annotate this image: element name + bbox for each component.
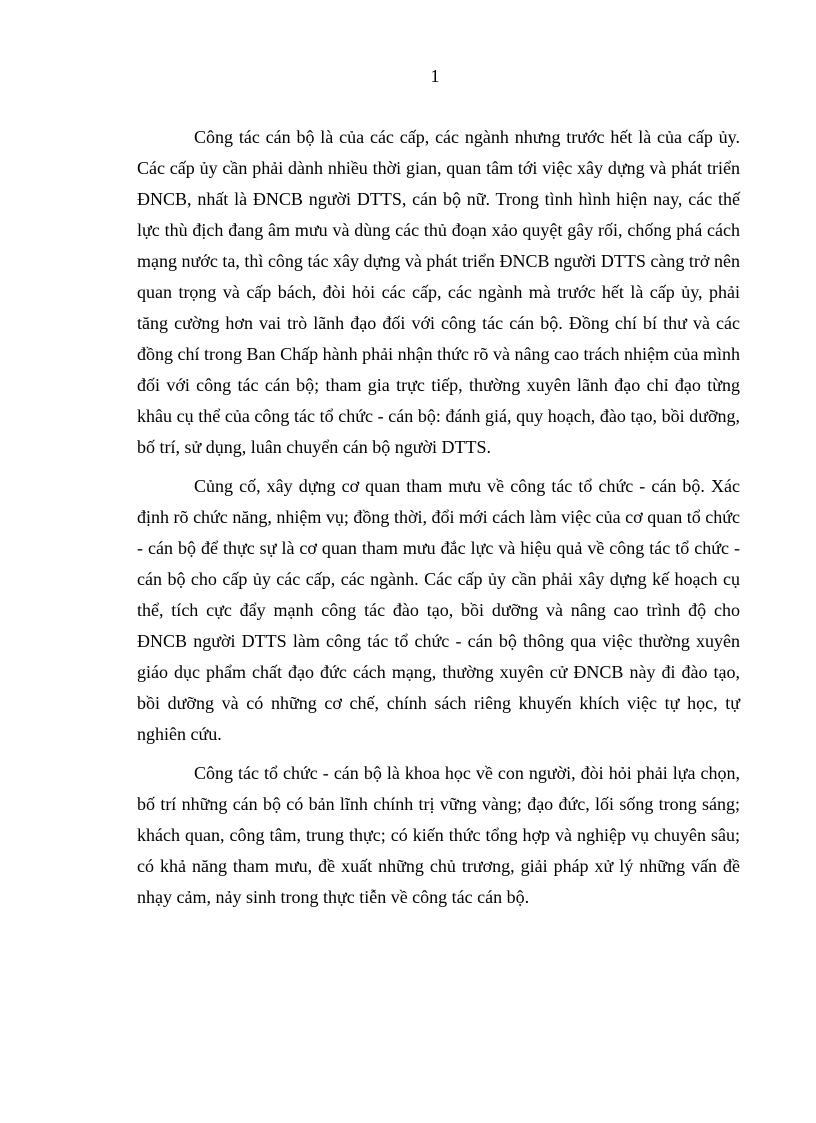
document-body [137,122,740,921]
page-number: 1 [430,66,440,86]
paragraph-1: Công tác cán bộ là của các cấp, các ngành nhưng trước hết là của cấp ủy. Các cấp ủy cần phải dành nhiều thời gian, quan tâm tới việc xây dựng và phát triển ĐNCB, nhất là ĐNCB người DTTS, cán bộ nữ. Trong tình hình hiện nay, các thế lực thù địch đang âm mưu và dùng các thủ đoạn xảo quyệt gây rối, chống phá cách mạng nước ta, thì công tác xây dựng và phát triển ĐNCB người DTTS càng trở nên quan trọng và cấp bách, đòi hỏi các cấp, các ngành mà trước hết là cấp ủy, phải tăng cường hơn vai trò lãnh đạo đối với công tác cán bộ. Đồng chí bí thư và các đồng chí trong Ban Chấp hành phải nhận thức rõ và nâng cao trách nhiệm của mình đối với công tác cán bộ; tham gia trực tiếp, thường xuyên lãnh đạo chỉ đạo từng khâu cụ thể của công tác tổ chức - cán bộ: đánh giá, quy hoạch, đào tạo, bồi dưỡng, bố trí, sử dụng, luân chuyển cán bộ người DTTS. [137,127,740,457]
paragraph-2: Củng cố, xây dựng cơ quan tham mưu về công tác tổ chức - cán bộ. Xác định rõ chức năng, nhiệm vụ; đồng thời, đổi mới cách làm việc của cơ quan tổ chức - cán bộ để thực sự là cơ quan tham mưu đắc lực và hiệu quả về công tác tổ chức - cán bộ cho cấp ủy các cấp, các ngành. Các cấp ủy cần phải xây dựng kế hoạch cụ thể, tích cực đẩy mạnh công tác đào tạo, bồi dưỡng và nâng cao trình độ cho ĐNCB người DTTS làm công tác tổ chức - cán bộ thông qua việc thường xuyên giáo dục phẩm chất đạo đức cách mạng, thường xuyên cử ĐNCB này đi đào tạo, bồi dưỡng và có những cơ chế, chính sách riêng khuyến khích việc tự học, tự nghiên cứu. [137,476,740,744]
paragraph-3: Công tác tổ chức - cán bộ là khoa học về con người, đòi hỏi phải lựa chọn, bố trí những cán bộ có bản lĩnh chính trị vững vàng; đạo đức, lối sống trong sáng; khách quan, công tâm, trung thực; có kiến thức tổng hợp và nghiệp vụ chuyên sâu; có khả năng tham mưu, đề xuất những chủ trương, giải pháp xử lý những vấn đề nhạy cảm, nảy sinh trong thực tiễn về công tác cán bộ. [137,763,740,907]
